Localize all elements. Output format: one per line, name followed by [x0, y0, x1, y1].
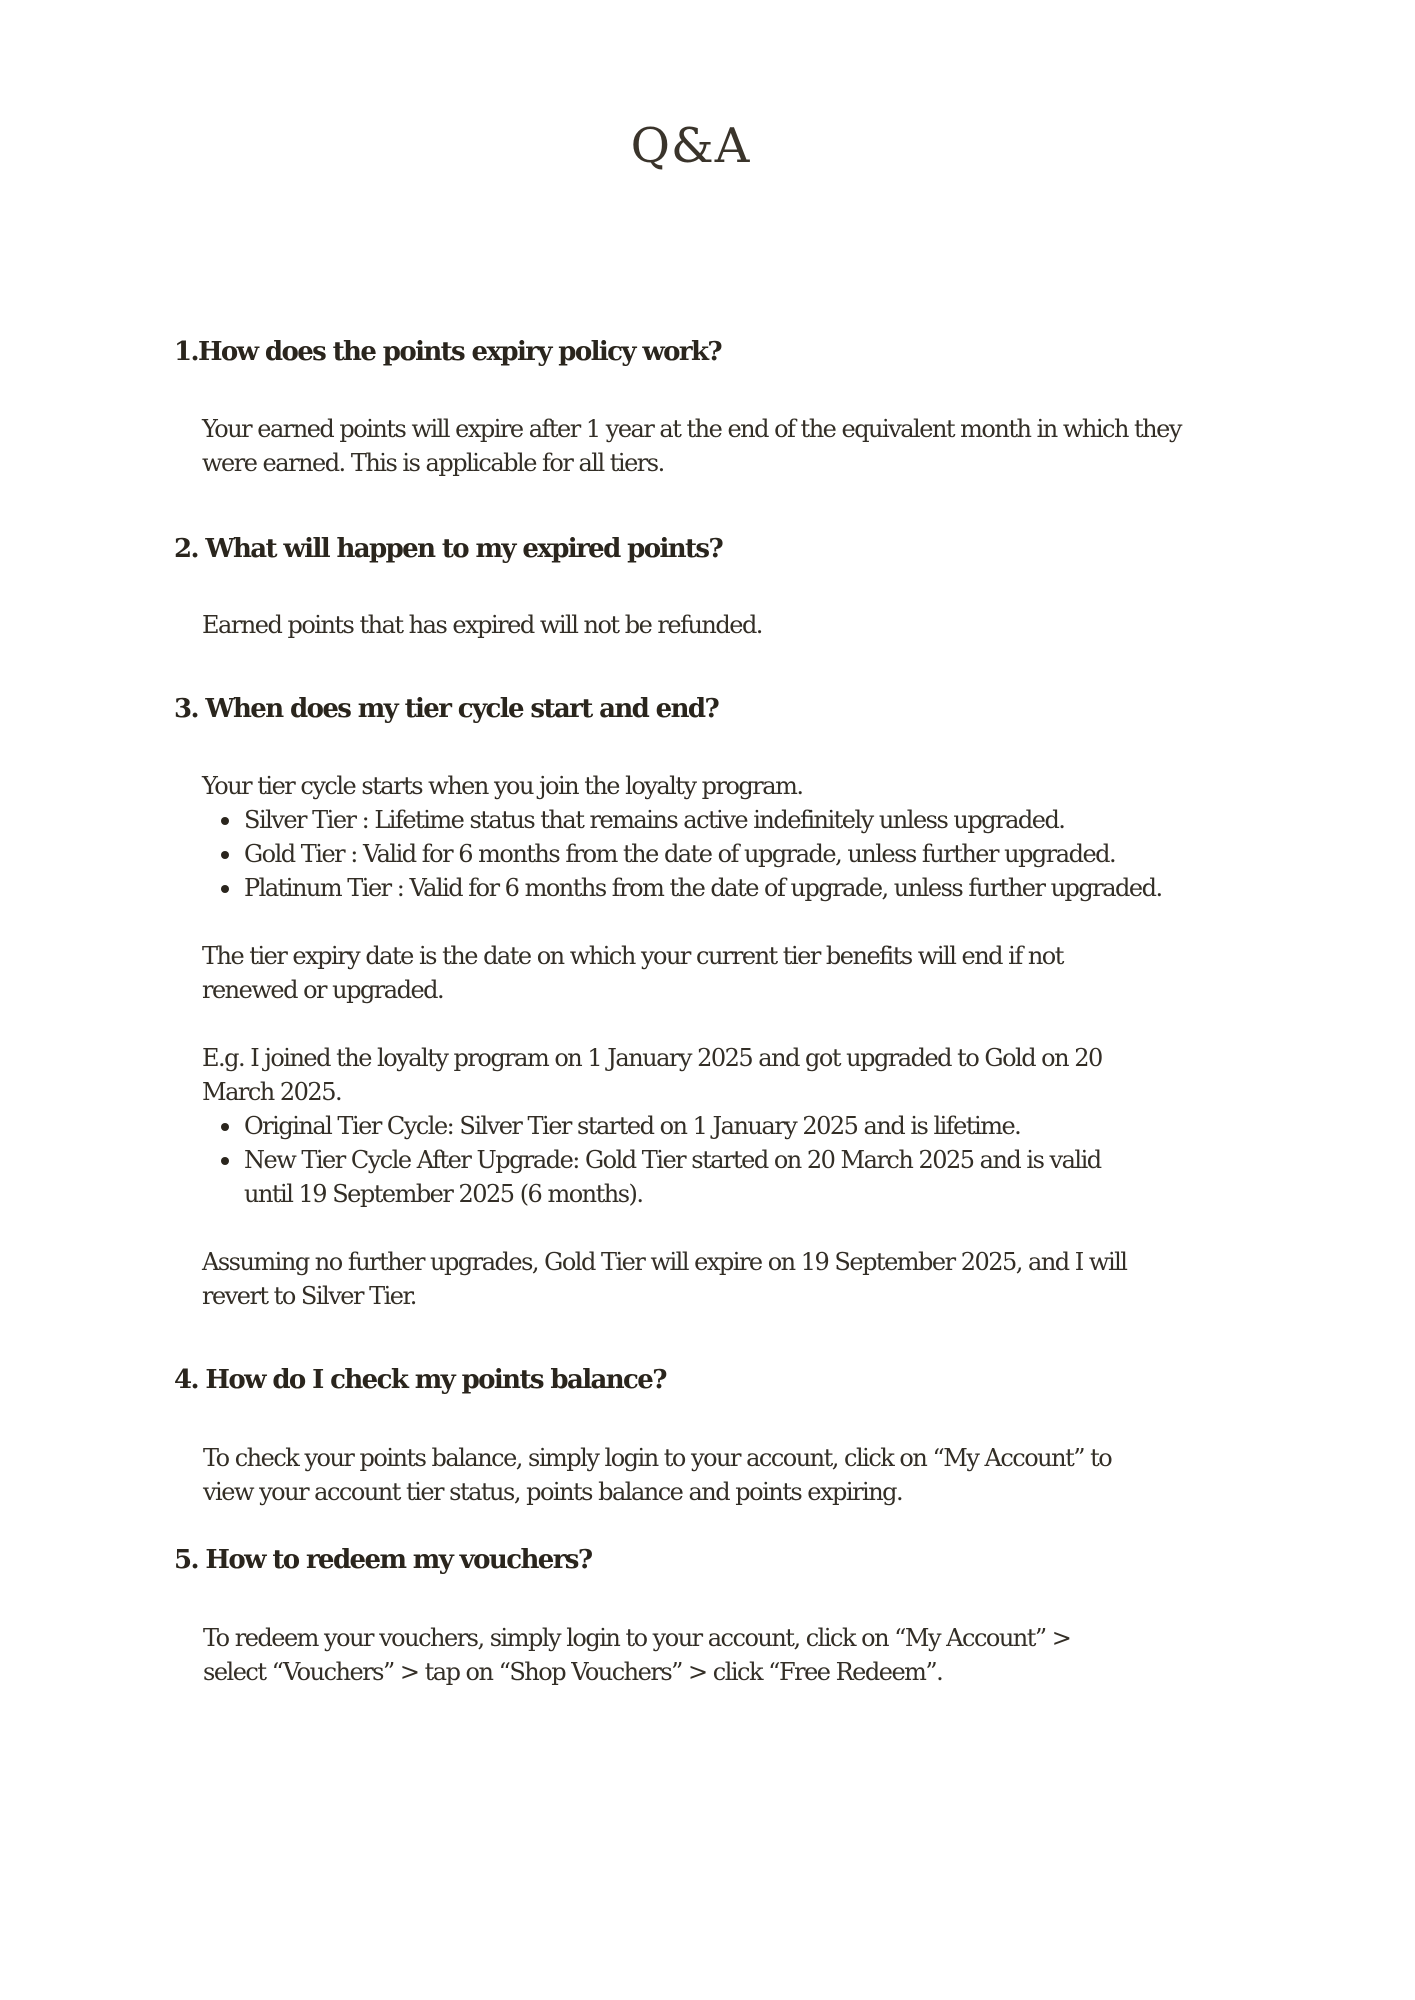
tier-example-list: [202, 1109, 1134, 1211]
page-title: Q&A: [630, 118, 751, 174]
tier-expiry-definition: The tier expiry date is the date on which your current tier benefits will end if not renewed or upgraded.: [202, 942, 1063, 1004]
answer-4: To check your points balance, simply login to your account, click on “My Account” to view your account tier status, points balance and points expiring.: [203, 1444, 1112, 1506]
example-item-upgrade: New Tier Cycle After Upgrade: Gold Tier started on 20 March 2025 and is valid until 19 September 2025 (6 months).: [244, 1143, 1134, 1211]
answer-5: To redeem your vouchers, simply login to your account, click on “My Account” > select “Vouchers” > tap on “Shop Vouchers” > click “Free Redeem”.: [203, 1624, 1071, 1686]
question-5: 5. How to redeem my vouchers?: [174, 1545, 592, 1575]
tier-item-gold: Gold Tier : Valid for 6 months from the date of upgrade, unless further upgraded.: [244, 837, 1224, 871]
example-item-original: Original Tier Cycle: Silver Tier started on 1 January 2025 and is lifetime.: [244, 1109, 1134, 1143]
answer-2: Earned points that has expired will not be refunded.: [202, 611, 762, 639]
tier-list: [202, 803, 1224, 905]
question-1: 1.How does the points expiry policy work?: [174, 337, 722, 367]
tier-example-intro: E.g. I joined the loyalty program on 1 January 2025 and got upgraded to Gold on 20 March 2025.: [202, 1044, 1102, 1106]
tier-cycle-intro: Your tier cycle starts when you join the loyalty program.: [202, 772, 803, 800]
question-4: 4. How do I check my points balance?: [174, 1365, 666, 1395]
answer-1: Your earned points will expire after 1 year at the end of the equivalent month in which they were earned. This is applicable for all tiers.: [202, 415, 1181, 477]
tier-item-silver: Silver Tier : Lifetime status that remains active indefinitely unless upgraded.: [244, 803, 1224, 837]
question-2: 2. What will happen to my expired points?: [174, 534, 723, 564]
question-3: 3. When does my tier cycle start and end?: [174, 694, 719, 724]
tier-example-conclusion: Assuming no further upgrades, Gold Tier will expire on 19 September 2025, and I will revert to Silver Tier.: [202, 1248, 1127, 1310]
tier-item-platinum: Platinum Tier : Valid for 6 months from the date of upgrade, unless further upgraded.: [244, 871, 1224, 905]
